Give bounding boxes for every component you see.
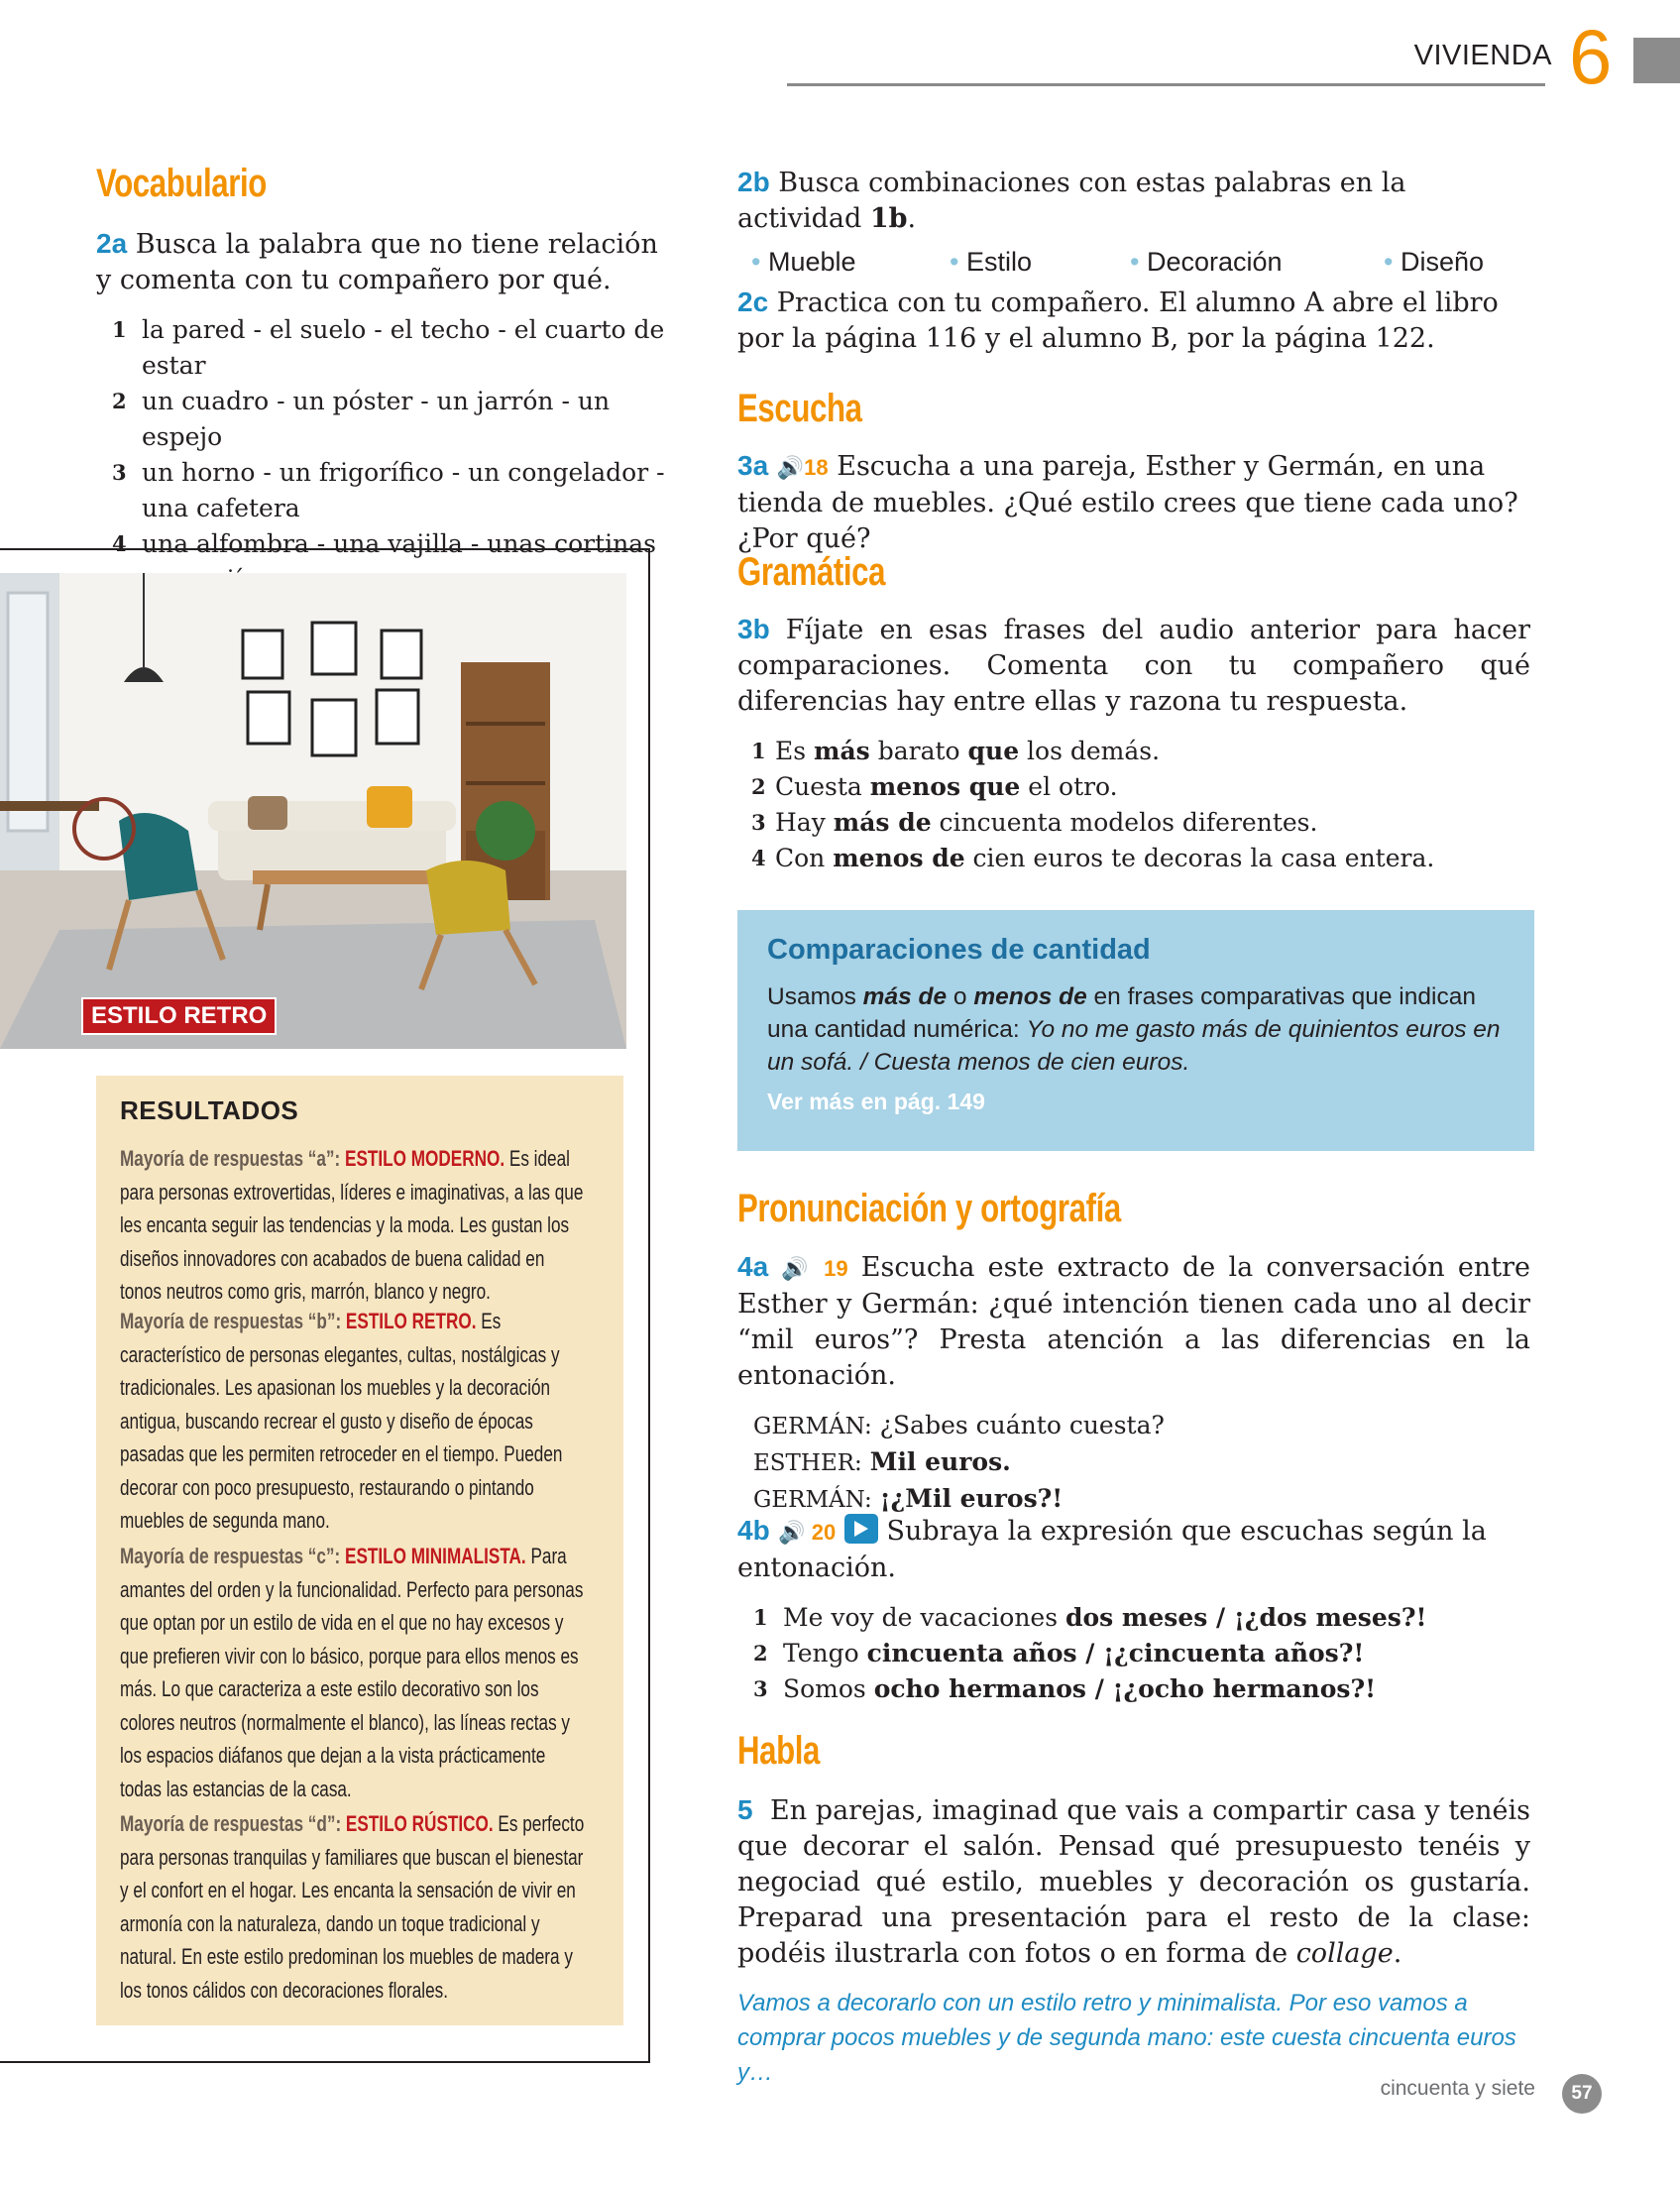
result-entry-a: Mayoría de respuestas “a”: ESTILO MODERNO. Es ideal para personas extrovertidas, líderes e imaginativas, a las que les encanta seguir las tendencias y la moda. Les gustan los diseños innovadores con acabados de buena calidad en tonos neutros como gris, marrón, blanco y negro. (120, 1146, 584, 1304)
word-bullet: • Diseño (1384, 247, 1485, 277)
dialogue-line: GERMÁN: ¡¿Mil euros?! (753, 1484, 1064, 1513)
result-entry-b: Mayoría de respuestas “b”: ESTILO RETRO. Es característico de personas elegantes, cultas, nostálgicas y tradicionales. Les apasionan los muebles y la decoración antigua, buscando recrear el gusto y diseño de épocas pasadas que les permiten retroceder en el tiempo. Pueden decorar con poco presupuesto, restaurando o pintando muebles de segunda mano. (120, 1309, 563, 1533)
audio-icon: 🔊18 (776, 455, 829, 480)
result-entry-d: Mayoría de respuestas “d”: ESTILO RÚSTICO. Es perfecto para personas tranquilas y familiares que buscan el bienestar y el confort en el hogar. Les encanta la sensación de vivir en armonía con la naturaleza, dando un toque tradicional y natural. En este estilo predominan los muebles de madera y los tonos cálidos con decoraciones florales. (120, 1811, 585, 2003)
dialogue-line: ESTHER: Mil euros. (753, 1447, 1011, 1476)
activity-5: 5 En parejas, imaginad que vais a compartir casa y tenéis que decorar el salón. Pensad qué presupuesto tenéis y negociad qué estilo, muebles y decoración os gustaría. Preparad una presentación para el resto de la clase: podéis ilustrarla con fotos o en forma de collage. Vamos a decorarlo con un estilo retro y minimalista. Por eso vamos a comprar pocos muebles y de segunda mano: este cuesta cincuenta euros y… (737, 1792, 1530, 2090)
section-heading-habla: Habla (737, 1729, 821, 1773)
infobox-title: Comparaciones de cantidad (767, 934, 1151, 966)
list-item: 2 un cuadro - un póster - un jarrón - un espejo (112, 387, 611, 451)
activity-4b: 4b 🔊 20 Subraya la expresión que escuchas según la entonación. 1 Me voy de vacaciones dos meses / ¡¿dos meses?! 2 Tengo cincuenta años / ¡¿cincuenta años?! 3 Somos ocho hermanos / ¡¿ocho hermanos?! (737, 1513, 1530, 1707)
list-item: 2 Cuesta menos que el otro. (751, 772, 1118, 801)
section-heading-gramatica: Gramática (737, 550, 886, 594)
chapter-title: VIVIENDA (1413, 40, 1552, 71)
living-room-photo (0, 573, 626, 1049)
results-box (96, 1076, 623, 2025)
dialogue-line: GERMÁN: ¿Sabes cuánto cuesta? (753, 1411, 1165, 1439)
list-item: 3 Somos ocho hermanos / ¡¿ocho hermanos?! (753, 1674, 1377, 1703)
infobox-text: Usamos más de o menos de en frases comparativas que indican una cantidad numérica: Yo no me gasto más de quinientos euros en un sofá. / Cuesta menos de cien euros. (767, 983, 1501, 1076)
audio-icon: 🔊 19 (781, 1256, 848, 1281)
word-bullet: • Estilo (950, 247, 1032, 277)
page-number-badge (1562, 2074, 1602, 2114)
activity-3a: 3a 🔊18 Escucha a una pareja, Esther y Germán, en una tienda de muebles. ¿Qué estilo crees que tiene cada uno? ¿Por qué? (737, 450, 1518, 554)
list-item: 3 un horno - un frigorífico - un congelador - una cafetera (112, 458, 665, 522)
grammar-infobox (737, 910, 1534, 1151)
photo-style-label: ESTILO RETRO (81, 997, 277, 1035)
header-rule (787, 83, 1545, 86)
chapter-tab (1633, 38, 1680, 83)
section-heading-vocabulario: Vocabulario (96, 162, 267, 205)
activity-2a (96, 226, 671, 598)
living-room-illustration (0, 573, 626, 1049)
example-text: Vamos a decorarlo con un estilo retro y minimalista. Por eso vamos a comprar pocos muebles y de segunda mano: este cuesta cincuenta euros y… (737, 1990, 1516, 2086)
list-item: 1 la pared - el suelo - el techo - el cuarto de estar (112, 315, 665, 380)
list-item: 1 Me voy de vacaciones dos meses / ¡¿dos meses?! (753, 1603, 1427, 1632)
result-entry-c: Mayoría de respuestas “c”: ESTILO MINIMALISTA. Para amantes del orden y la funcionalidad. Perfecto para personas que optan por un estilo de vida en el que no hay excesos y que prefieren vivir con lo básico, porque para ellos menos es más. Lo que caracteriza a este estilo decorativo son los colores neutros (normalmente el blanco), las líneas rectas y los espacios diáfanos que dejan a la vista prácticamente todas las estancias de la casa. (120, 1544, 584, 1801)
activity-2c: 2c Practica con tu compañero. El alumno A abre el libro por la página 116 y el alumno B, por la página 122. (737, 287, 1499, 354)
word-bullet: • Decoración (1130, 247, 1283, 277)
section-heading-escucha: Escucha (737, 387, 862, 430)
activity-3b: 3b Fíjate en esas frases del audio anterior para hacer comparaciones. Comenta con tu compañero qué diferencias hay entre ellas y razona tu respuesta. 1 Es más barato que los demás. 2 Cuesta menos que el otro. 3 Hay más de cincuenta modelos diferentes. 4 Con menos de cien euros te decoras la casa entera. (737, 612, 1530, 876)
list-item: 4 una alfombra - una vajilla - unas cortinas (112, 529, 656, 558)
results-title: RESULTADOS (120, 1095, 299, 1125)
chapter-number: 6 (1569, 13, 1613, 100)
activity-instruction: Busca la palabra que no tiene relación y comenta con tu compañero por qué. (96, 229, 658, 295)
activity-4a: 4a 🔊 19 Escucha este extracto de la conversación entre Esther y Germán: ¿qué intención tienen cada uno al decir “mil euros”? Presta atención a las diferencias en la entonación. GERMÁN: ¿Sabes cuánto cuesta? ESTHER: Mil euros. GERMÁN: ¡¿Mil euros?! (737, 1249, 1530, 1518)
list-item: 4 Con menos de cien euros te decoras la casa entera. (751, 844, 1435, 872)
activity-2b: 2b Busca combinaciones con estas palabras en la actividad 1b. • Mueble • Estilo • Decoración • Diseño (737, 167, 1485, 277)
infobox-link[interactable]: Ver más en pág. 149 (767, 1089, 985, 1114)
word-bullet: • Mueble (751, 247, 856, 277)
page-words: cincuenta y siete (1380, 2077, 1535, 2100)
list-item: 3 Hay más de cincuenta modelos diferentes. (751, 808, 1318, 837)
page-number: 57 (1571, 2083, 1593, 2104)
list-item: 1 Es más barato que los demás. (751, 737, 1161, 765)
list-item: 2 Tengo cincuenta años / ¡¿cincuenta años?! (753, 1639, 1365, 1668)
video-icon[interactable] (844, 1514, 878, 1544)
section-heading-pronunciacion: Pronunciación y ortografía (737, 1187, 1121, 1230)
audio-icon: 🔊 20 (778, 1520, 837, 1545)
activity-label: 2a (96, 228, 128, 259)
